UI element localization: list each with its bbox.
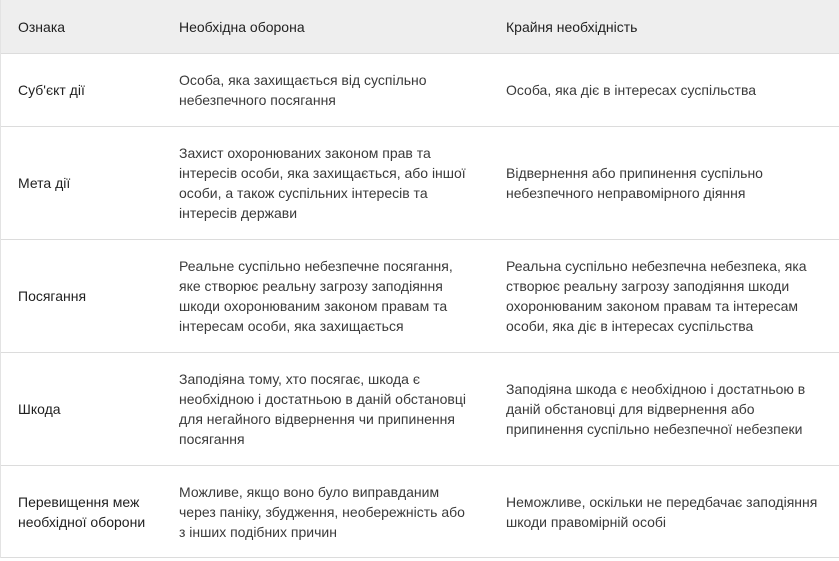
cell-extreme-necessity: Відвернення або припинення суспільно небезпечного неправомірного діяння	[490, 127, 839, 240]
header-feature: Ознака	[1, 0, 162, 54]
cell-necessary-defense: Особа, яка захищається від суспільно небезпечного посягання	[162, 54, 490, 127]
table-body	[1, 54, 839, 558]
cell-feature: Перевищення меж необхідної оборони	[1, 466, 162, 558]
table-header	[1, 0, 839, 54]
comparison-table	[1, 0, 839, 558]
header-necessary-defense: Необхідна оборона	[162, 0, 490, 54]
cell-necessary-defense: Захист охоронюваних законом прав та інтересів особи, яка захищається, або іншої особи, а також суспільних інтересів та інтересів держави	[162, 127, 490, 240]
cell-feature: Мета дії	[1, 127, 162, 240]
cell-necessary-defense: Реальне суспільно небезпечне посягання, яке створює реальну загрозу заподіяння шкоди охоронюваним законом правам та інтересам особи, яка захищається	[162, 240, 490, 353]
cell-extreme-necessity: Неможливе, оскільки не передбачає заподіяння шкоди правомірній особі	[490, 466, 839, 558]
cell-necessary-defense: Заподіяна тому, хто посягає, шкода є необхідною і достатньою в даній обстановці для негайного відвернення чи припинення посягання	[162, 353, 490, 466]
cell-extreme-necessity: Реальна суспільно небезпечна небезпека, яка створює реальну загрозу заподіяння шкоди охоронюваним законом правам та інтересам особи, яка діє в інтересах суспільства	[490, 240, 839, 353]
table-row	[1, 127, 839, 240]
table-row	[1, 54, 839, 127]
cell-feature: Шкода	[1, 353, 162, 466]
header-extreme-necessity: Крайня необхідність	[490, 0, 839, 54]
cell-extreme-necessity: Особа, яка діє в інтересах суспільства	[490, 54, 839, 127]
table-row	[1, 466, 839, 558]
table-row	[1, 353, 839, 466]
table-row	[1, 240, 839, 353]
cell-necessary-defense: Можливе, якщо воно було виправданим через паніку, збудження, необережність або з інших подібних причин	[162, 466, 490, 558]
cell-feature: Суб'єкт дії	[1, 54, 162, 127]
header-row	[1, 0, 839, 54]
cell-feature: Посягання	[1, 240, 162, 353]
cell-extreme-necessity: Заподіяна шкода є необхідною і достатньою в даній обстановці для відвернення або припинення суспільно небезпечної небезпеки	[490, 353, 839, 466]
